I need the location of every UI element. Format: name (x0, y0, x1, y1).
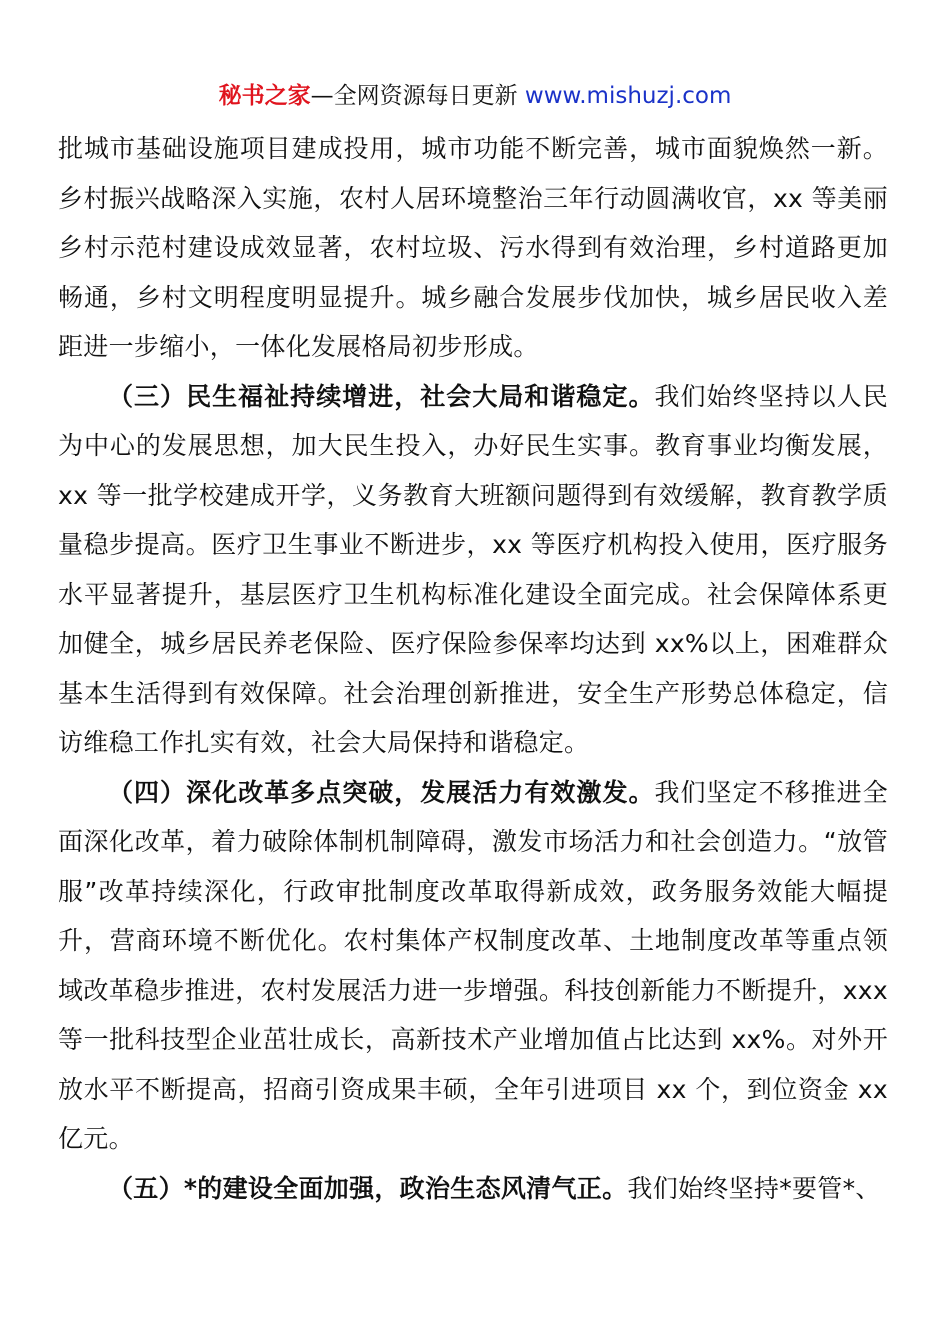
site-url[interactable]: www.mishuzj.com (524, 83, 732, 109)
paragraph-continuation (58, 124, 888, 372)
section-heading: （四）深化改革多点突破，发展活力有效激发。 (108, 777, 655, 807)
section-heading: （三）民生福祉持续增进，社会大局和谐稳定。 (108, 381, 655, 411)
paragraph-text: 我们始终坚持以人民为中心的发展思想，加大民生投入，办好民生实事。教育事业均衡发展，xx 等一批学校建成开学，义务教育大班额问题得到有效缓解，教育教学质量稳步提高。医疗卫生事业不断进步，xx 等医疗机构投入使用，医疗服务水平显著提升，基层医疗卫生机构标准化建设全面完成。社会保障体系更加健全，城乡居民养老保险、医疗保险参保率均达到 xx%以上，困难群众基本生活得到有效保障。社会治理创新推进，安全生产形势总体稳定，信访维稳工作扎实有效，社会大局保持和谐稳定。 (58, 381, 888, 757)
paragraph-section-3 (58, 372, 888, 768)
site-brand: 秘书之家 (218, 83, 311, 109)
paragraph-section-5 (58, 1164, 888, 1214)
section-heading: （五）*的建设全面加强，政治生态风清气正。 (108, 1173, 628, 1203)
paragraph-text: 我们坚定不移推进全面深化改革，着力破除体制机制障碍，激发市场活力和社会创造力。“放管服”改革持续深化，行政审批制度改革取得新成效，政务服务效能大幅提升，营商环境不断优化。农村集体产权制度改革、土地制度改革等重点领域改革稳步推进，农村发展活力进一步增强。科技创新能力不断提升，xxx 等一批科技型企业茁壮成长，高新技术产业增加值占比达到 xx%。对外开放水平不断提高，招商引资成果丰硕，全年引进项目 xx 个，到位资金 xx 亿元。 (58, 777, 888, 1153)
document-body (58, 124, 888, 1213)
site-tagline: —全网资源每日更新 (310, 83, 525, 109)
paragraph-text: 批城市基础设施项目建成投用，城市功能不断完善，城市面貌焕然一新。乡村振兴战略深入实施，农村人居环境整治三年行动圆满收官，xx 等美丽乡村示范村建设成效显著，农村垃圾、污水得到有效治理，乡村道路更加畅通，乡村文明程度明显提升。城乡融合发展步伐加快，城乡居民收入差距进一步缩小，一体化发展格局初步形成。 (58, 134, 888, 361)
paragraph-text: 我们始终坚持*要管*、 (627, 1173, 881, 1203)
site-banner (0, 80, 950, 112)
paragraph-section-4 (58, 768, 888, 1164)
